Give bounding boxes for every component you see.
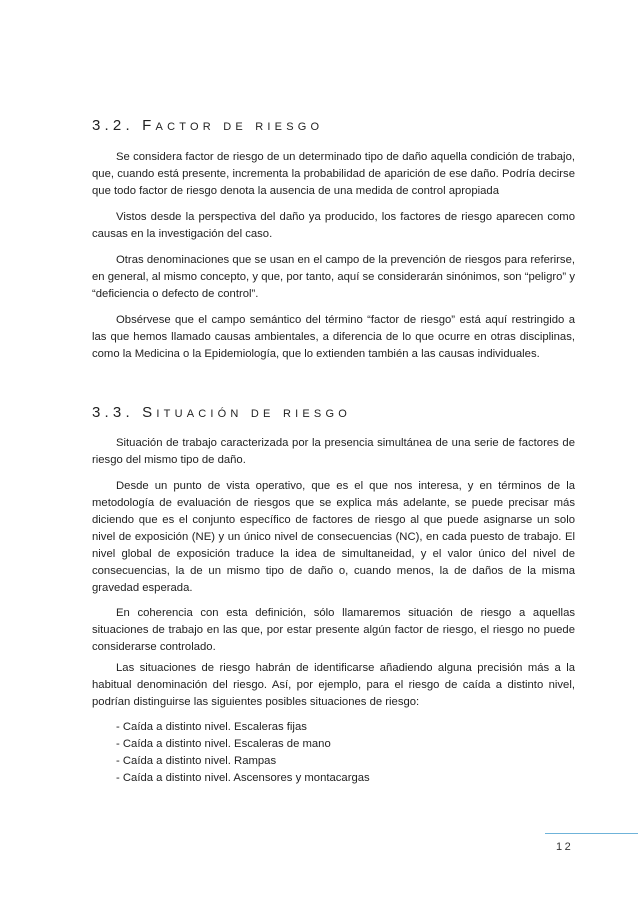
section-title-factor-de-riesgo: 3.2. Factor de riesgo — [92, 117, 324, 134]
page-number: 12 — [556, 841, 574, 853]
paragraph-campo-semantico: Obsérvese que el campo semántico del término “factor de riesgo” está aquí restringido a las que hemos llamado causas ambientales, a diferencia de lo que ocurre en otras disciplinas, como la Medicina o la Epidemiología, que lo extienden también a las causas individuales. — [92, 314, 575, 360]
footer-rule — [545, 833, 638, 834]
paragraph-definition-factor: Se considera factor de riesgo de un determinado tipo de daño aquella condición de trabajo, que, cuando está presente, incrementa la probabilidad de aparición de ese daño. Podría decirse que todo factor de riesgo denota la ausencia de una medida de control apropiada — [92, 151, 575, 197]
list-item: - Caída a distinto nivel. Escaleras fijas — [116, 721, 307, 733]
paragraph-definition-situacion: Situación de trabajo caracterizada por la presencia simultánea de una serie de factores de riesgo del mismo tipo de daño. — [92, 437, 575, 466]
paragraph-punto-de-vista-operativo: Desde un punto de vista operativo, que es el que nos interesa, y en términos de la metodología de evaluación de riesgos que se explica más adelante, se puede precisar más diciendo que es el conjunto específico de factores de riesgo al que puede asignarse un solo nivel de exposición (NE) y un único nivel de consecuencias (NC), en cada puesto de trabajo. El nivel global de exposición traduce la idea de simultaneidad, y el valor único del nivel de consecuencias, la de un mismo tipo de daño o, cuando menos, la de daños de la misma gravedad esperada. — [92, 480, 575, 594]
section-title-situacion-de-riesgo: 3.3. Situación de riesgo — [92, 404, 351, 421]
situaciones-list — [116, 719, 370, 787]
paragraph-perspectiva-dano: Vistos desde la perspectiva del daño ya producido, los factores de riesgo aparecen como causas en la investigación del caso. — [92, 211, 575, 240]
list-item: - Caída a distinto nivel. Ascensores y montacargas — [116, 772, 370, 784]
paragraph-coherencia: En coherencia con esta definición, sólo llamaremos situación de riesgo a aquellas situaciones de trabajo en las que, por estar presente algún factor de riesgo, el riesgo no puede considerarse controlado. — [92, 607, 575, 653]
paragraph-otras-denominaciones: Otras denominaciones que se usan en el campo de la prevención de riesgos para referirse, en general, al mismo concepto, y que, por tanto, aquí se considerarán sinónimos, son “peligro” y “deficiencia o defecto de control”. — [92, 254, 575, 300]
paragraph-identificacion-situaciones: Las situaciones de riesgo habrán de identificarse añadiendo alguna precisión más a la habitual denominación del riesgo. Así, por ejemplo, para el riesgo de caída a distinto nivel, podrían distinguirse las siguientes posibles situaciones de riesgo: — [92, 662, 575, 708]
list-item: - Caída a distinto nivel. Escaleras de mano — [116, 738, 331, 750]
list-item: - Caída a distinto nivel. Rampas — [116, 755, 277, 767]
